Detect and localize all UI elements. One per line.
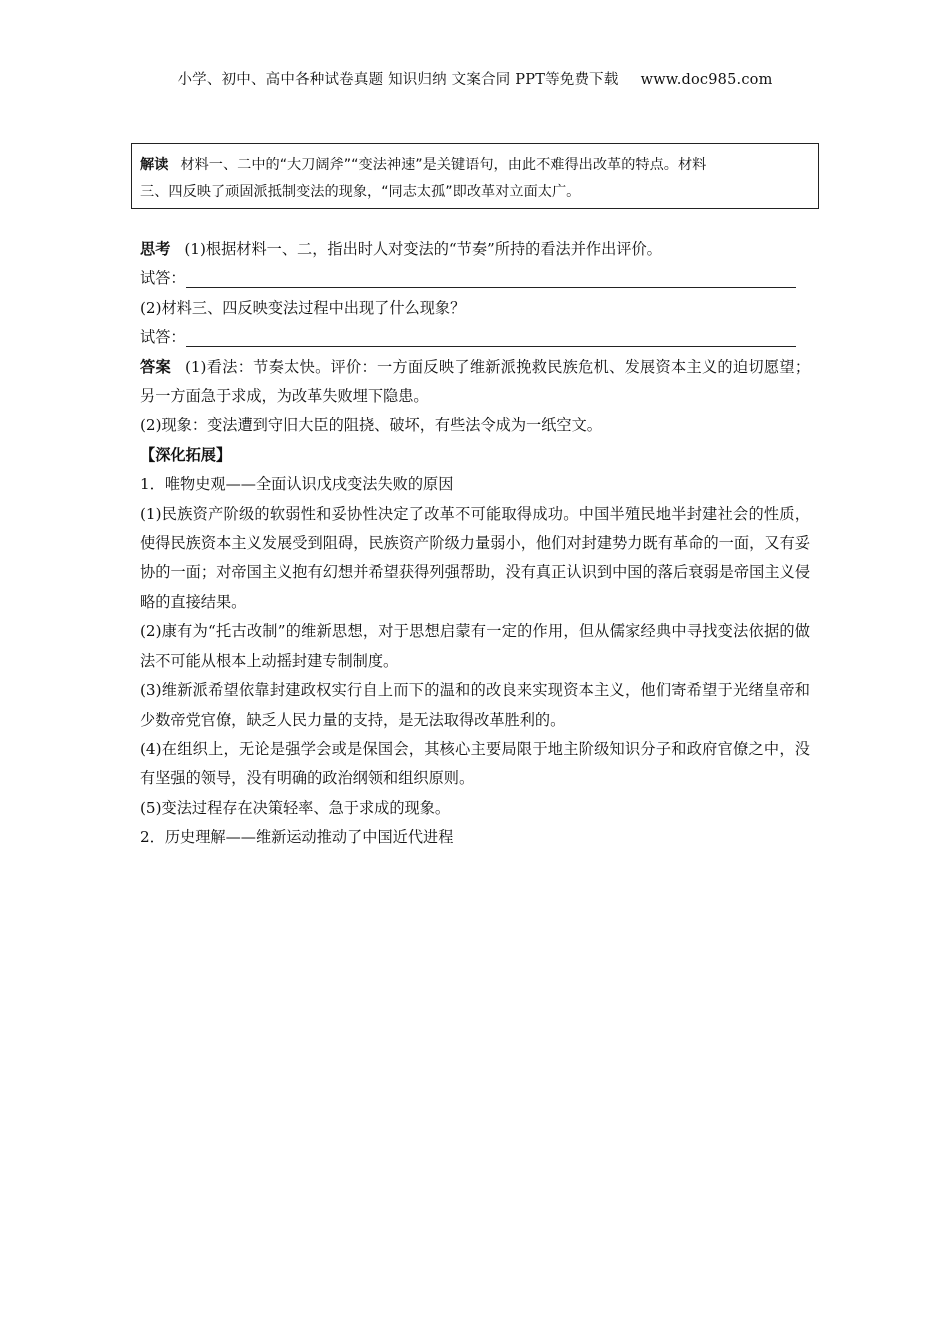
jiedu-line-2: 三、四反映了顽固派抵制变法的现象，“同志太孤”即改革对立面太广。	[140, 184, 581, 200]
answer-line-2[interactable]	[140, 323, 810, 352]
shenhua-point-5: (5)变法过程存在决策轻率、急于求成的现象。	[140, 798, 451, 817]
sikao-label: 思考	[140, 240, 171, 258]
daan-label: 答案	[140, 357, 171, 376]
shenhua-point-4: (4)在组织上，无论是强学会或是保国会，其核心主要局限于地主阶级知识分子和政府官僚之中，没有坚强的领导，没有明确的政治纲领和组织原则。	[140, 739, 810, 788]
jiedu-text-1: 材料一、二中的“大刀阔斧”“变法神速”是关键语句，由此不难得出改革的特点。材料	[180, 157, 707, 173]
page-header	[0, 68, 950, 89]
shenhua-item1-title: 1．唯物史观——全面认识戊戌变法失败的原因	[140, 475, 454, 494]
jiedu-box	[131, 143, 819, 209]
header-text: 小学、初中、高中各种试卷真题 知识归纳 文案合同 PPT等免费下载	[177, 72, 619, 88]
answer-label-2: 试答：	[140, 328, 186, 347]
answer-blank-2[interactable]	[186, 326, 796, 347]
answer-blank-1[interactable]	[186, 267, 796, 288]
answer-line-1[interactable]	[140, 264, 810, 293]
shenhua-point-1: (1)民族资产阶级的软弱性和妥协性决定了改革不可能取得成功。中国半殖民地半封建社会的性质，使得民族资本主义发展受到阻碍，民族资产阶级力量弱小，他们对封建势力既有革命的一面，又有妥协的一面；对帝国主义抱有幻想并希望获得列强帮助，没有真正认识到中国的落后衰弱是帝国主义侵略的直接结果。	[140, 504, 810, 611]
daan-p2: (2)现象：变法遭到守旧大臣的阻挠、破坏，有些法令成为一纸空文。	[140, 416, 602, 435]
sikao-q1-text: (1)根据材料一、二，指出时人对变法的“节奏”所持的看法并作出评价。	[184, 240, 662, 258]
shenhua-item2-title: 2．历史理解——维新运动推动了中国近代进程	[140, 828, 454, 847]
jiedu-label: 解读	[140, 157, 169, 173]
jiedu-line-1	[140, 152, 810, 179]
daan-p1	[140, 353, 810, 412]
shenhua-point-2: (2)康有为“托古改制”的维新思想，对于思想启蒙有一定的作用，但从儒家经典中寻找变法依据的做法不可能从根本上动摇封建专制制度。	[140, 622, 810, 670]
header-site: www.doc985.com	[640, 72, 773, 88]
daan-p1-text: (1)看法：节奏太快。评价：一方面反映了维新派挽救民族危机、发展资本主义的迫切愿望；另一方面急于求成，为改革失败埋下隐患。	[140, 357, 811, 406]
sikao-q1	[140, 235, 810, 264]
shenhua-point-3: (3)维新派希望依靠封建政权实行自上而下的温和的改良来实现资本主义，他们寄希望于光绪皇帝和少数帝党官僚，缺乏人民力量的支持，是无法取得改革胜利的。	[140, 681, 810, 729]
sikao-q2: (2)材料三、四反映变法过程中出现了什么现象？	[140, 298, 466, 317]
answer-label-1: 试答：	[140, 269, 186, 288]
shenhua-title: 【深化拓展】	[140, 445, 232, 464]
main-content	[140, 235, 810, 853]
